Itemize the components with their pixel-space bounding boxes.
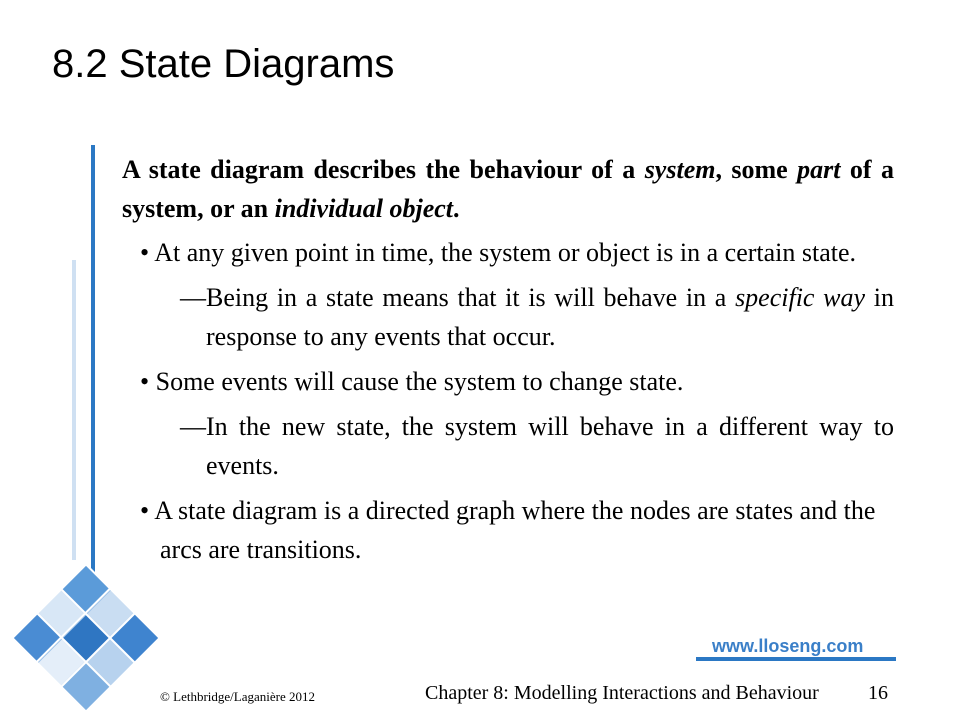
diamond-mosaic-icon (0, 560, 170, 720)
intro-text: of a system, or an (122, 155, 894, 223)
intro-emphasis-part: part (797, 155, 841, 184)
sub-bullet-emphasis: specific way (735, 283, 866, 312)
intro-emphasis-system: system (644, 155, 716, 184)
bullet-item (122, 362, 894, 401)
intro-paragraph (122, 150, 894, 228)
sub-bullet-text: Being in a state means that it is will behave in a (206, 283, 736, 312)
bullet-marker: • (140, 238, 150, 267)
intro-emphasis-object: individual object (274, 194, 454, 223)
sub-bullet-item (122, 278, 894, 356)
page-number: 16 (868, 682, 888, 704)
dash-marker: — (180, 412, 206, 441)
accent-bar (91, 145, 95, 575)
sub-bullet-item (122, 407, 894, 485)
intro-text: A state diagram describes the behaviour of a (122, 155, 645, 184)
bullet-item (122, 491, 894, 569)
sub-bullet-text: in response to any events that occur. (206, 283, 894, 351)
footer-rule (696, 657, 896, 661)
dash-marker: — (180, 283, 206, 312)
slide-body (122, 150, 894, 575)
copyright-text: © Lethbridge/Laganière 2012 (160, 689, 315, 704)
intro-text: , some (715, 155, 798, 184)
bullet-text: At any given point in time, the system or object is in a certain state. (154, 238, 857, 267)
bullet-text: A state diagram is a directed graph where the nodes are states and the arcs are transitions. (154, 496, 876, 564)
bullet-marker: • (140, 496, 150, 525)
bullet-marker: • (140, 367, 150, 396)
sub-bullet-text: In the new state, the system will behave in a different way to events. (206, 412, 894, 480)
chapter-title: Chapter 8: Modelling Interactions and Behaviour (425, 682, 819, 704)
slide-title: 8.2 State Diagrams (52, 42, 395, 86)
bullet-item (122, 233, 894, 272)
accent-bar-light (72, 260, 76, 560)
website-logo: www.lloseng.com (708, 636, 867, 657)
intro-text: . (453, 194, 460, 223)
bullet-text: Some events will cause the system to change state. (155, 367, 684, 396)
